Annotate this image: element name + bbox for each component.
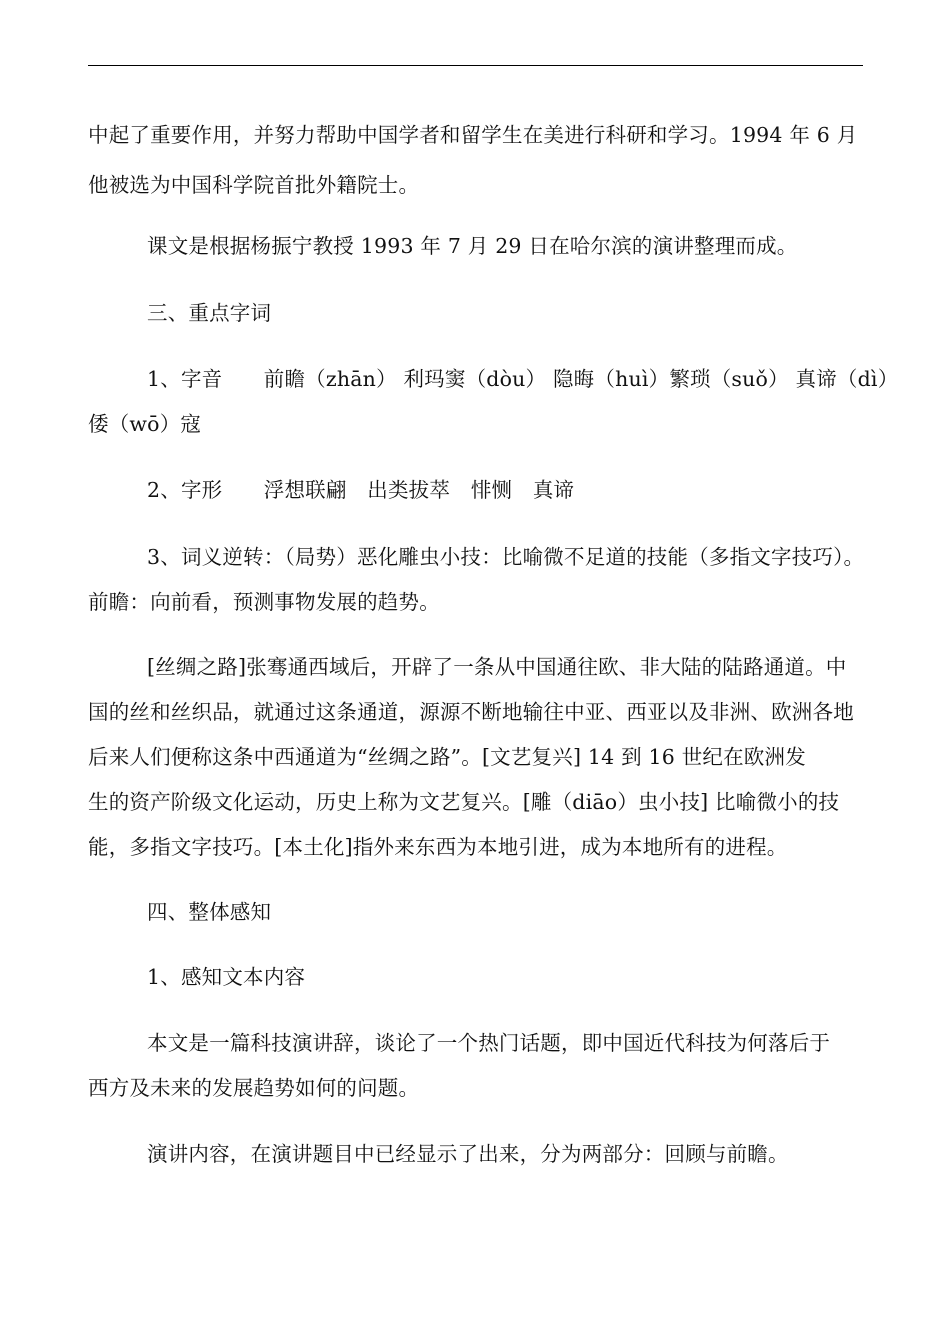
paragraph-biography-continuation	[88, 118, 863, 203]
text-line: 他被选为中国科学院首批外籍院士。	[88, 173, 420, 197]
text-line: 国的丝和丝织品，就通过这条通道，源源不断地输往中亚、西亚以及非洲、欧洲各地	[88, 700, 854, 724]
text-line: 3、词义逆转：（局势）恶化雕虫小技：比喻微不足道的技能（多指文字技巧）。	[147, 545, 865, 569]
text-line: [丝绸之路]张骞通西域后，开辟了一条从中国通往欧、非大陆的陆路通道。中	[147, 655, 847, 679]
text-line: 演讲内容，在演讲题目中已经显示了出来，分为两部分：回顾与前瞻。	[147, 1142, 789, 1166]
text-line: 能，多指文字技巧。[本土化]指外来东西为本地引进，成为本地所有的进程。	[88, 835, 788, 859]
text-line: 西方及未来的发展趋势如何的问题。	[88, 1076, 420, 1100]
text-line: 前瞻：向前看，预测事物发展的趋势。	[88, 590, 440, 614]
subsection-heading-text-content	[88, 960, 863, 995]
section-heading-overall-perception	[88, 895, 863, 930]
paragraph-lecture-content	[88, 1137, 863, 1172]
paragraph-character-forms	[88, 473, 863, 508]
paragraph-lecture-source	[88, 229, 863, 264]
text-line: 课文是根据杨振宁教授 1993 年 7 月 29 日在哈尔滨的演讲整理而成。	[147, 234, 798, 258]
text-line: 本文是一篇科技演讲辞，谈论了一个热门话题，即中国近代科技为何落后于	[147, 1031, 831, 1055]
section-heading: 四、整体感知	[147, 900, 272, 924]
paragraph-text-summary	[88, 1026, 863, 1106]
section-heading-key-words	[88, 296, 863, 331]
paragraph-word-meanings	[88, 540, 863, 620]
text-line: 2、字形 浮想联翩 出类拔萃 悱恻 真谛	[147, 478, 575, 502]
text-line: 1、字音 前瞻（zhān） 利玛窦（dòu） 隐晦（huì）繁琐（suǒ） 真谛（dì）	[147, 367, 899, 391]
subsection-heading: 1、感知文本内容	[147, 965, 306, 989]
header-rule	[88, 65, 863, 66]
text-line: 后来人们便称这条中西通道为“丝绸之路”。[文艺复兴] 14 到 16 世纪在欧洲发	[88, 745, 806, 769]
section-heading: 三、重点字词	[147, 301, 272, 325]
text-line: 中起了重要作用，并努力帮助中国学者和留学生在美进行科研和学习。1994 年 6 月	[88, 123, 858, 147]
paragraph-pronunciation	[88, 362, 899, 442]
text-line: 倭（wō）寇	[88, 412, 202, 436]
text-line: 生的资产阶级文化运动，历史上称为文艺复兴。[雕（diāo）虫小技] 比喻微小的技	[88, 790, 840, 814]
paragraph-term-explanations	[88, 650, 863, 865]
